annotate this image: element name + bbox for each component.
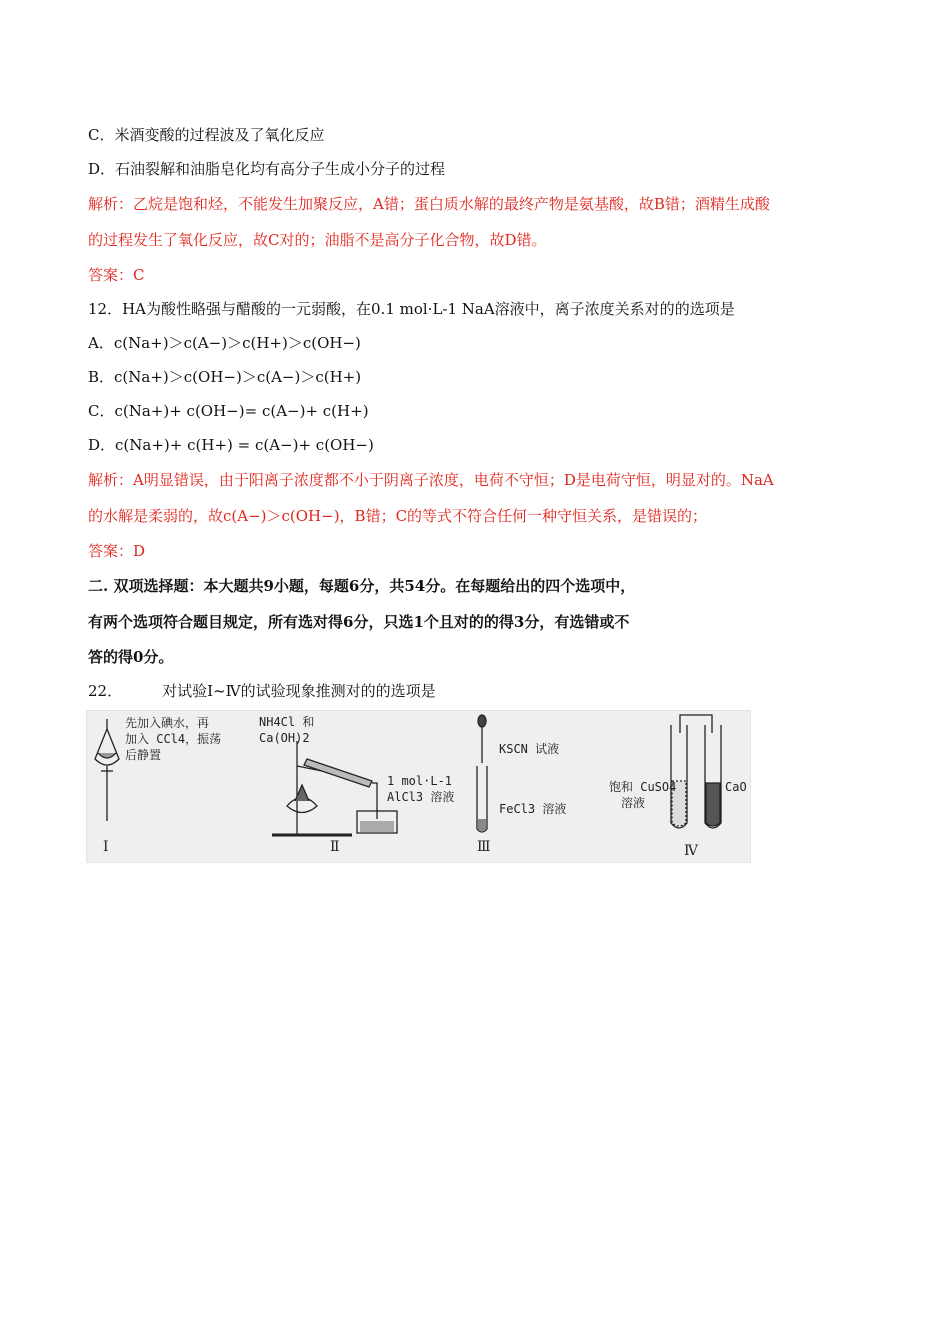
q12-option-c: C．c(Na+)+ c(OH−)= c(A−)+ c(H+) bbox=[88, 402, 369, 420]
q12-stem: 12．HA为酸性略强与醋酸的一元弱酸，在0.1 mol·L-1 NaA溶液中，离子浓度关系对的的选项是 bbox=[88, 300, 735, 318]
section2-heading-line-3: 答的得0分。 bbox=[88, 648, 174, 666]
q22-stem: 对试验Ⅰ~Ⅳ的试验现象推测对的的选项是 bbox=[162, 682, 436, 700]
section2-heading-line-2: 有两个选项符合题目规定，所有选对得6分，只选1个且对的的得3分，有选错或不 bbox=[88, 613, 630, 631]
q12-option-d: D．c(Na+)+ c(H+) = c(A−)+ c(OH−) bbox=[88, 436, 374, 454]
q11-answer: 答案：C bbox=[88, 266, 145, 284]
experiment-diagram bbox=[87, 711, 750, 862]
separatory-funnel-icon bbox=[95, 719, 119, 821]
page-content bbox=[88, 118, 878, 708]
exp2-label-line-3: 1 mol·L-1 bbox=[387, 774, 453, 788]
roman-numeral-2: Ⅱ bbox=[330, 839, 340, 855]
q12-analysis-line-1: 解析：A明显错误，由于阳离子浓度都不小于阴离子浓度，电荷不守恒；D是电荷守恒，明显对的。NaA bbox=[88, 471, 774, 489]
experiment-figure bbox=[86, 710, 751, 863]
q22-stem-row bbox=[88, 674, 878, 708]
section2-heading-line-1: 二. 双项选择题：本大题共9小题，每题6分，共54分。在每题给出的四个选项中， bbox=[88, 577, 636, 595]
exp1-label-line-3: 后静置 bbox=[125, 748, 162, 762]
exp2-label-line-2: Ca(OH)2 bbox=[259, 731, 310, 745]
q12-analysis-line-2: 的水解是柔弱的，故c(A−)＞c(OH−)，B错；C的等式不符合任何一种守恒关系，是错误的； bbox=[88, 507, 708, 525]
q22-number: 22． bbox=[88, 682, 123, 700]
connected-test-tubes-icon bbox=[671, 715, 721, 828]
exp4-label-line-2: 溶液 bbox=[621, 796, 646, 810]
q11-analysis-line-2: 的过程发生了氧化反应，故C对的；油脂不是高分子化合物，故D错。 bbox=[88, 231, 547, 249]
exp1-label-line-1: 先加入碘水，再 bbox=[125, 716, 210, 730]
exp4-label-line-1: 饱和 CuSO4 bbox=[609, 780, 677, 794]
q12-option-a: A．c(Na+)＞c(A−)＞c(H+)＞c(OH−) bbox=[88, 334, 361, 352]
roman-numeral-1: Ⅰ bbox=[103, 839, 109, 855]
exp3-label-line-1: KSCN 试液 bbox=[499, 742, 560, 756]
exp4-label-line-3: CaO bbox=[725, 780, 747, 794]
heating-apparatus-icon bbox=[272, 741, 397, 835]
q12-answer: 答案：D bbox=[88, 542, 146, 560]
exp1-label-line-2: 加入 CCl4，振荡 bbox=[125, 732, 222, 746]
dropper-test-tube-icon bbox=[477, 715, 487, 832]
exp2-label-line-4: AlCl3 溶液 bbox=[387, 790, 455, 804]
roman-numeral-4: Ⅳ bbox=[684, 843, 698, 859]
exp3-label-line-2: FeCl3 溶液 bbox=[499, 802, 567, 816]
exp2-label-line-1: NH4Cl 和 bbox=[259, 715, 315, 729]
q12-option-b: B．c(Na+)＞c(OH−)＞c(A−)＞c(H+) bbox=[88, 368, 362, 386]
q11-option-c: C．米酒变酸的过程波及了氧化反应 bbox=[88, 126, 325, 144]
q11-analysis-line-1: 解析：乙烷是饱和烃，不能发生加聚反应，A错；蛋白质水解的最终产物是氨基酸，故B错；酒精生成酸 bbox=[88, 195, 770, 213]
q11-option-d: D．石油裂解和油脂皂化均有高分子生成小分子的过程 bbox=[88, 160, 446, 178]
roman-numeral-3: Ⅲ bbox=[477, 839, 491, 855]
